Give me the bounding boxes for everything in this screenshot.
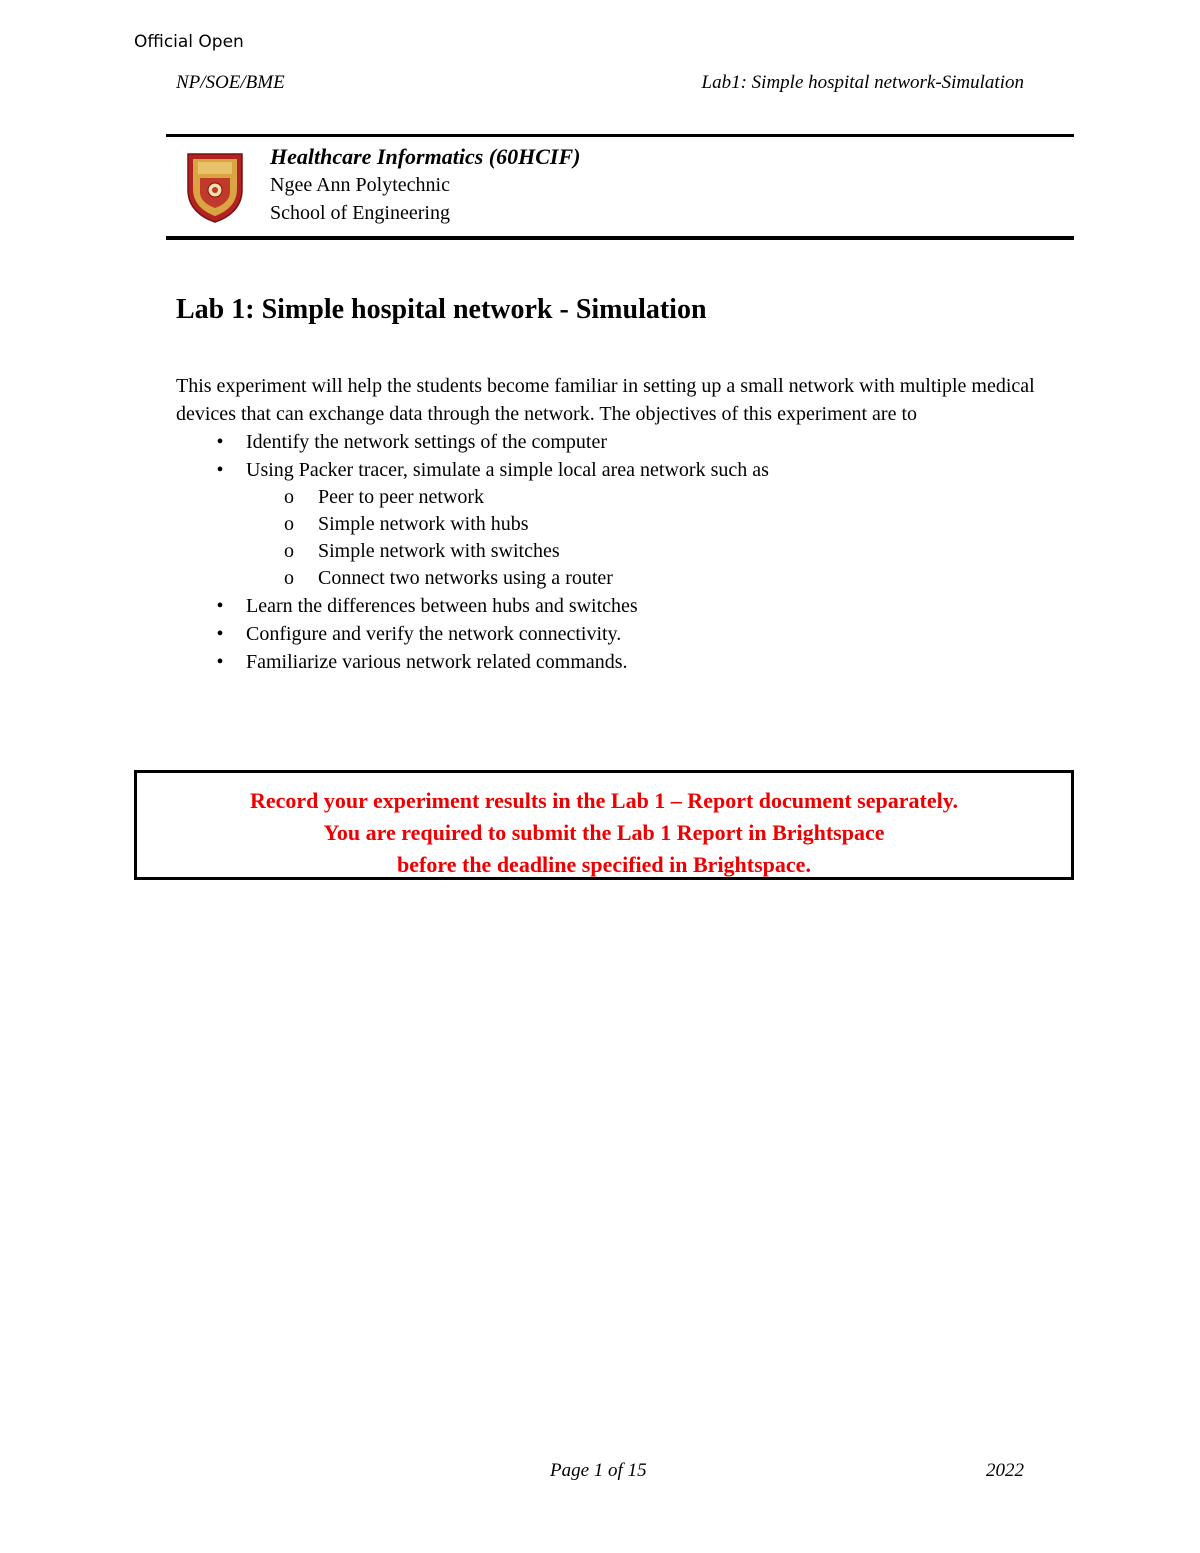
report-callout-box [134,770,1074,880]
intro-paragraph: This experiment will help the students become familiar in setting up a small network with multiple medical devices that can exchange data through the network. The objectives of this experiment are to [176,375,1035,425]
bullet-icon: • [216,623,224,645]
sub-bullet-icon: o [284,513,294,535]
objectives-list [176,428,1056,676]
list-item [176,620,1056,648]
bullet-icon: • [216,651,224,673]
classification-label: Official Open [134,32,244,52]
header-right: Lab1: Simple hospital network-Simulation [701,72,1024,93]
sub-bullet-icon: o [284,567,294,589]
objective-text: Using Packer tracer, simulate a simple local area network such as [246,459,769,481]
school-name: School of Engineering [270,202,450,224]
sub-list-item [246,484,1056,511]
sub-objective-text: Connect two networks using a router [318,567,613,589]
page-number: Page 1 of 15 [550,1460,647,1481]
list-item [176,592,1056,620]
sub-bullet-icon: o [284,540,294,562]
bullet-icon: • [216,459,224,481]
sub-list-item [246,565,1056,592]
sub-list-item [246,511,1056,538]
list-item [176,648,1056,676]
intro-section [176,372,1056,676]
callout-line-3: before the deadline specified in Brightspace. [397,852,811,877]
school-crest-icon [186,152,244,224]
course-title: Healthcare Informatics (60HCIF) [270,144,581,169]
header-rule-top [166,134,1074,137]
footer-year: 2022 [986,1460,1024,1481]
sub-bullet-icon: o [284,486,294,508]
objective-text: Configure and verify the network connectivity. [246,623,622,645]
objective-text: Familiarize various network related commands. [246,651,628,673]
callout-line-2: You are required to submit the Lab 1 Report in Brightspace [323,820,885,845]
bullet-icon: • [216,595,224,617]
objective-text: Learn the differences between hubs and switches [246,595,638,617]
sub-objective-text: Simple network with hubs [318,513,529,535]
list-item [176,428,1056,456]
header-left: NP/SOE/BME [176,72,285,93]
institution-name: Ngee Ann Polytechnic [270,174,450,196]
callout-line-1: Record your experiment results in the Lab 1 – Report document separately. [249,788,958,813]
lab-title: Lab 1: Simple hospital network - Simulation [176,294,707,325]
course-block [270,143,580,227]
sub-objective-text: Peer to peer network [318,486,485,508]
sub-list-item [246,538,1056,565]
sub-objective-text: Simple network with switches [318,540,560,562]
list-item [176,456,1056,592]
objective-text: Identify the network settings of the computer [246,431,608,453]
sub-objectives-list [246,484,1056,592]
header-rule-bottom [166,236,1074,240]
bullet-icon: • [216,431,224,453]
